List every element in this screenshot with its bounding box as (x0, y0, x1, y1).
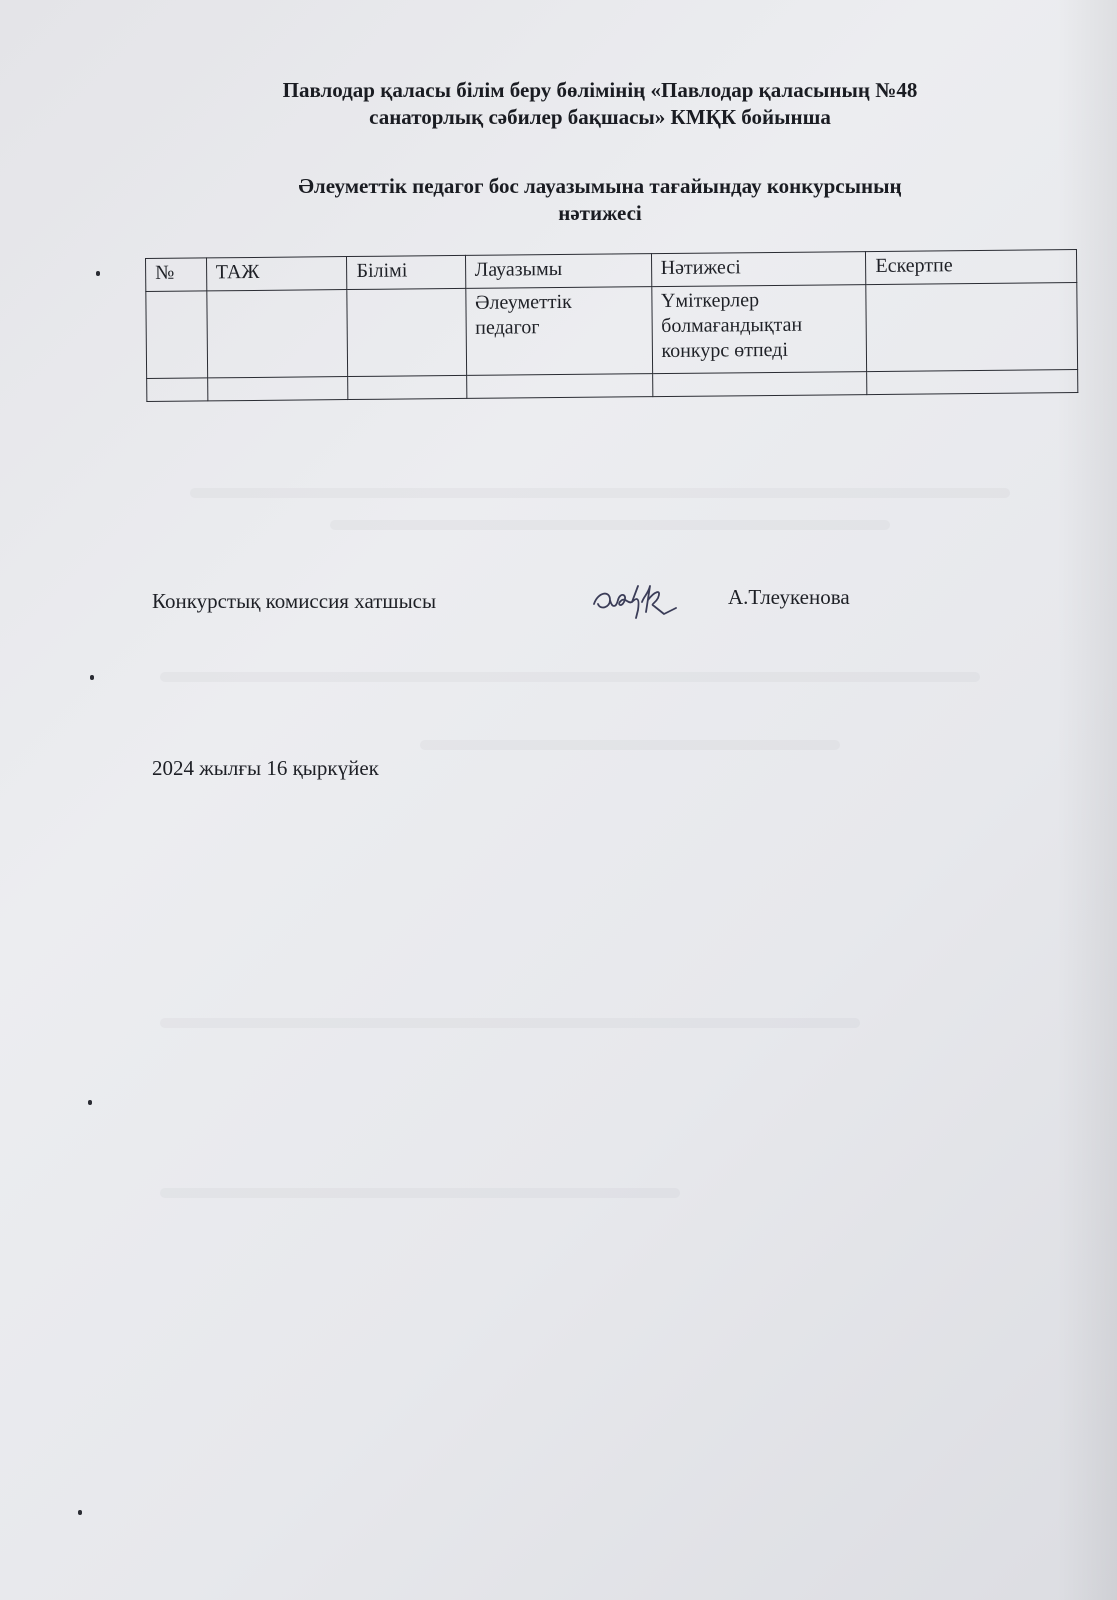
result-line-3: конкурс өтпеді (661, 338, 789, 363)
cell-result (651, 285, 867, 374)
bleed-through-mark (190, 488, 1010, 498)
document-date: 2024 жылғы 16 қыркүйек (152, 756, 379, 780)
paper-speck (90, 675, 94, 680)
bleed-through-mark (160, 672, 980, 682)
document-title (160, 173, 1040, 227)
cell-full-name (206, 290, 348, 378)
results-table (145, 249, 1078, 402)
paper-speck (88, 1100, 92, 1105)
paper-speck (96, 271, 100, 276)
column-header-position: Лауазымы (465, 254, 651, 289)
page-edge-shadow (1057, 0, 1117, 1600)
empty-cell (348, 375, 466, 399)
table-row (146, 283, 1078, 379)
cell-education (347, 288, 466, 376)
bleed-through-mark (160, 1018, 860, 1028)
cell-note (866, 283, 1078, 372)
cell-number (146, 291, 207, 379)
signature-label: Конкурстық комиссия хатшысы (152, 589, 437, 613)
cell-position (465, 287, 652, 376)
column-header-education: Білімі (347, 255, 465, 289)
empty-cell (466, 374, 652, 399)
position-line-1: Әлеуметтік (474, 290, 572, 314)
bleed-through-mark (330, 520, 890, 530)
column-header-note: Ескертпе (866, 250, 1077, 285)
handwritten-signature (588, 568, 688, 628)
bleed-through-mark (420, 740, 840, 750)
result-line-2: болмағандықтан (661, 313, 803, 338)
title-line-1: Әлеуметтік педагог бос лауазымына тағайындау конкурсының (298, 174, 902, 198)
result-line-1: Үміткерлер (660, 289, 760, 313)
position-line-2: педагог (475, 316, 540, 339)
column-header-number: № (146, 258, 207, 292)
empty-cell (867, 370, 1078, 395)
empty-cell (207, 377, 348, 401)
organization-line-2: санаторлық сәбилер бақшасы» КМҚК бойынша (369, 105, 831, 129)
organization-line-1: Павлодар қаласы білім беру бөлімінің «Павлодар қаласының №48 (282, 78, 918, 102)
bleed-through-mark (160, 1188, 680, 1198)
title-line-2: нәтижесі (558, 201, 642, 225)
paper-speck (78, 1510, 82, 1515)
empty-cell (652, 372, 867, 397)
secretary-name: А.Тлеукенова (728, 585, 850, 609)
column-header-full-name: ТАЖ (206, 257, 347, 291)
organization-header (160, 77, 1040, 131)
empty-cell (147, 378, 208, 402)
column-header-result: Нәтижесі (651, 252, 866, 287)
